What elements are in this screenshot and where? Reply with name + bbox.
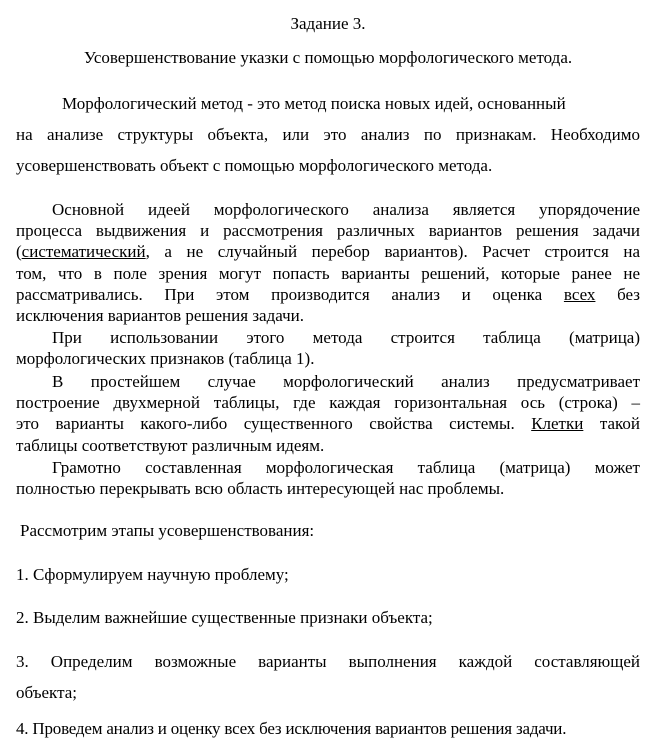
para1-line-1: Основной идеей морфологического анализа является упорядочение	[52, 200, 640, 219]
para1-line-5-post: без	[595, 285, 640, 304]
underlined-cells: Клетки	[531, 414, 584, 433]
intro-line-1-rest: это метод поиска новых идей, основанный	[252, 94, 566, 113]
para4-line-2: полностью перекрывать всю область интересующей нас проблемы.	[16, 479, 505, 498]
step-3-continuation: объекта;	[16, 683, 78, 702]
intro-line-3: усовершенствовать объект с помощью морфологического метода.	[16, 156, 493, 175]
para1-line-3-post: , а не случайный перебор вариантов). Расчет строится на	[145, 242, 640, 261]
para1-line-6: исключения вариантов решения задачи.	[16, 306, 304, 325]
para3-line-2: построение двухмерной таблицы, где каждая горизонтальная ось (строка) –	[16, 393, 640, 412]
para2-line-1: При использовании этого метода строится таблица (матрица)	[52, 328, 640, 347]
step-4: 4. Проведем анализ и оценку всех без исключения вариантов решения задачи.	[16, 719, 567, 738]
para1-line-4: том, что в поле зрения могут попасть варианты решений, которые ранее не	[16, 264, 640, 283]
para1-line-3-pre: (	[16, 242, 22, 261]
para1-line-3	[16, 242, 640, 262]
intro-line-1	[62, 94, 640, 114]
underlined-all: всех	[563, 285, 596, 304]
intro-term: Морфологический метод -	[62, 94, 253, 113]
task-subtitle: Усовершенствование указки с помощью морфологического метода.	[83, 48, 573, 67]
stages-heading: Рассмотрим этапы усовершенствования:	[20, 521, 315, 540]
step-3: 3. Определим возможные варианты выполнения каждой составляющей	[16, 652, 640, 671]
para1-line-2: процесса выдвижения и рассмотрения различных вариантов решения задачи	[16, 221, 640, 240]
para3-line-3	[16, 414, 640, 434]
step-2: 2. Выделим важнейшие существенные признаки объекта;	[16, 608, 433, 627]
para3-line-1: В простейшем случае морфологический анализ предусматривает	[52, 372, 640, 391]
para4-line-1: Грамотно составленная морфологическая таблица (матрица) может	[52, 458, 640, 477]
intro-line-2: на анализе структуры объекта, или это анализ по признакам. Необходимо	[16, 125, 640, 144]
task-title: Задание 3.	[290, 14, 366, 33]
para3-line-4: таблицы соответствуют различным идеям.	[16, 436, 325, 455]
para3-line-3-pre: это варианты какого-либо существенного свойства системы.	[16, 414, 532, 433]
para3-line-3-post: такой	[583, 414, 640, 433]
para1-line-5-pre: рассматривались. При этом производится анализ и оценка	[16, 285, 564, 304]
step-1: 1. Сформулируем научную проблему;	[16, 565, 289, 584]
para2-line-2: морфологических признаков (таблица 1).	[16, 349, 315, 368]
para1-line-5	[16, 285, 640, 305]
underlined-systematic: систематический	[21, 242, 146, 261]
